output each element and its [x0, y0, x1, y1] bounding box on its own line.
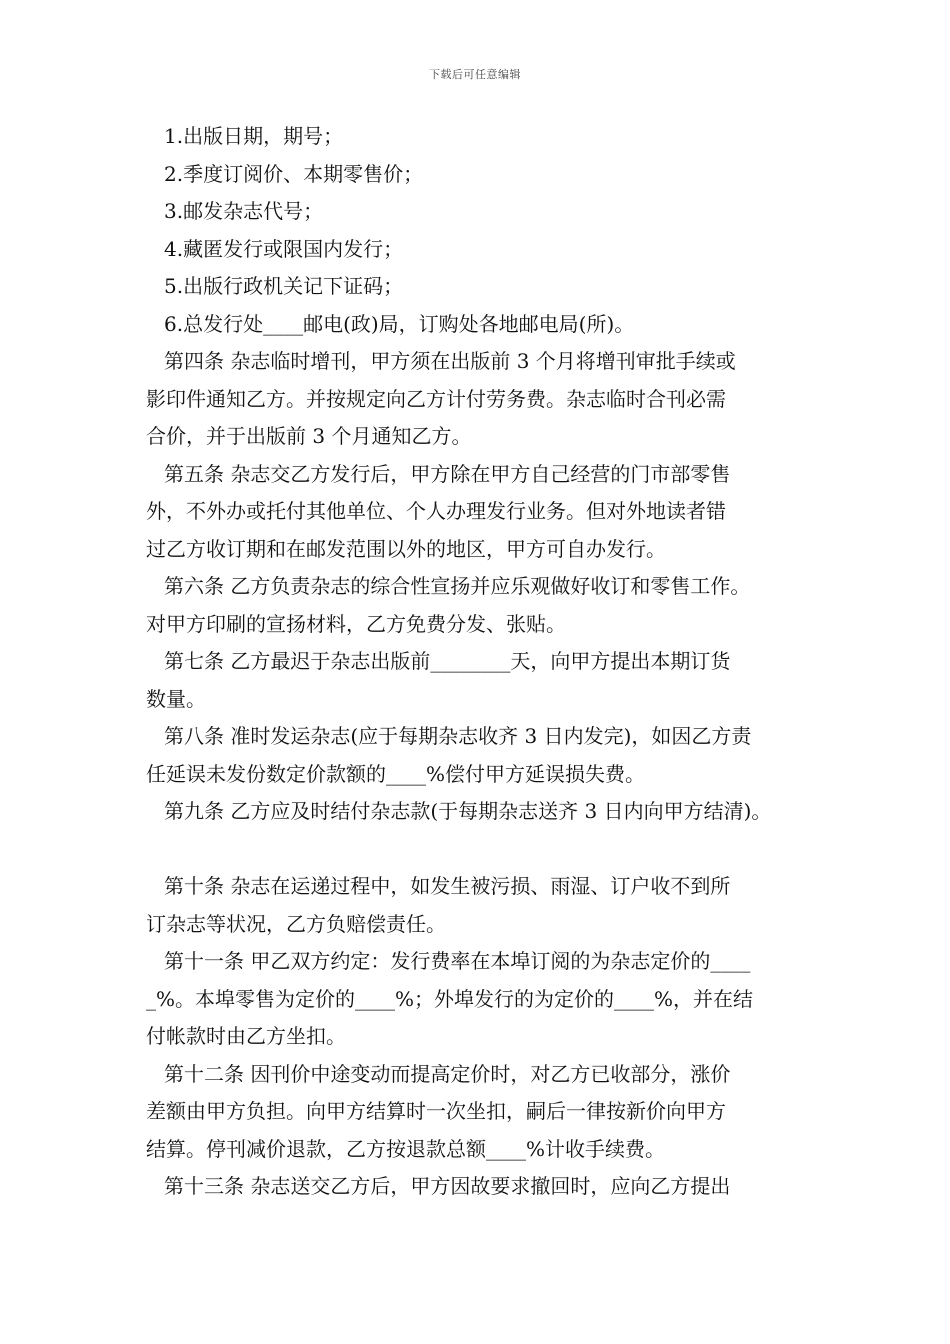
- page-header-note: 下载后可任意编辑: [429, 68, 521, 81]
- article-5: [146, 456, 818, 569]
- text-line: 差额由甲方负担。向甲方结算时一次坐扣，嗣后一律按新价向甲方: [146, 1099, 726, 1123]
- list-item: 4.藏匿发行或限国内发行；: [164, 236, 404, 261]
- text-line: 第十一条 甲乙双方约定：发行费率在本埠订阅的为杂志定价的____: [164, 949, 751, 973]
- text-line: 任延误未发份数定价款额的____%偿付甲方延误损失费。: [146, 761, 646, 786]
- text-line: 第五条 杂志交乙方发行后，甲方除在甲方自己经营的门市部零售: [164, 461, 731, 486]
- article-9: [146, 793, 818, 831]
- text-line: 数量。: [146, 686, 206, 711]
- list-item: 1.出版日期，期号；: [164, 124, 344, 148]
- text-line: 第九条 乙方应及时结付杂志款(于每期杂志送齐 3 日内向甲方结清)。: [164, 799, 772, 823]
- article-8: [146, 718, 818, 793]
- text-line: 影印件通知乙方。并按规定向乙方计付劳务费。杂志临时合刊必需: [146, 386, 726, 411]
- list-item: 3.邮发杂志代号；: [164, 199, 324, 223]
- article-10: [146, 868, 818, 943]
- article-13: [146, 1168, 818, 1206]
- text-line: 外，不外办或托付其他单位、个人办理发行业务。但对外地读者错: [146, 499, 726, 523]
- text-line: 第六条 乙方负责杂志的综合性宣扬并应乐观做好收订和零售工作。: [164, 574, 751, 598]
- text-line: 过乙方收订期和在邮发范围以外的地区，甲方可自办发行。: [146, 536, 666, 561]
- article-4: [146, 343, 818, 456]
- text-line: 第八条 准时发运杂志(应于每期杂志收齐 3 日内发完)，如因乙方责: [164, 724, 752, 748]
- text-line: 第十三条 杂志送交乙方后，甲方因故要求撤回时，应向乙方提出: [164, 1174, 731, 1198]
- article-7: [146, 643, 818, 718]
- text-line: 对甲方印刷的宣扬材料，乙方免费分发、张贴。: [146, 611, 566, 636]
- list-item: 2.季度订阅价、本期零售价；: [164, 161, 424, 186]
- list-item: 5.出版行政机关记下证码；: [164, 274, 404, 298]
- text-line: 第十二条 因刊价中途变动而提高定价时，对乙方已收部分，涨价: [164, 1061, 731, 1086]
- article-6: [146, 568, 818, 643]
- text-line: _%。本埠零售为定价的____%；外埠发行的为定价的____%，并在结: [146, 986, 754, 1011]
- document-body: [146, 118, 818, 1206]
- text-line: 第四条 杂志临时增刊，甲方须在出版前 3 个月将增刊审批手续或: [164, 349, 736, 373]
- text-line: 付帐款时由乙方坐扣。: [146, 1024, 346, 1048]
- text-line: 订杂志等状况，乙方负赔偿责任。: [146, 911, 446, 936]
- list-item: 6.总发行处____邮电(政)局，订购处各地邮电局(所)。: [164, 311, 635, 336]
- publication-info-list: [146, 118, 818, 343]
- text-line: 结算。停刊减价退款，乙方按退款总额____%计收手续费。: [146, 1136, 666, 1161]
- paragraph-spacer: [146, 831, 818, 869]
- text-line: 第七条 乙方最迟于杂志出版前________天，向甲方提出本期订货: [164, 649, 731, 673]
- text-line: 第十条 杂志在运递过程中，如发生被污损、雨湿、订户收不到所: [164, 874, 731, 898]
- article-12: [146, 1056, 818, 1169]
- article-11: [146, 943, 818, 1056]
- text-line: 合价，并于出版前 3 个月通知乙方。: [146, 424, 472, 448]
